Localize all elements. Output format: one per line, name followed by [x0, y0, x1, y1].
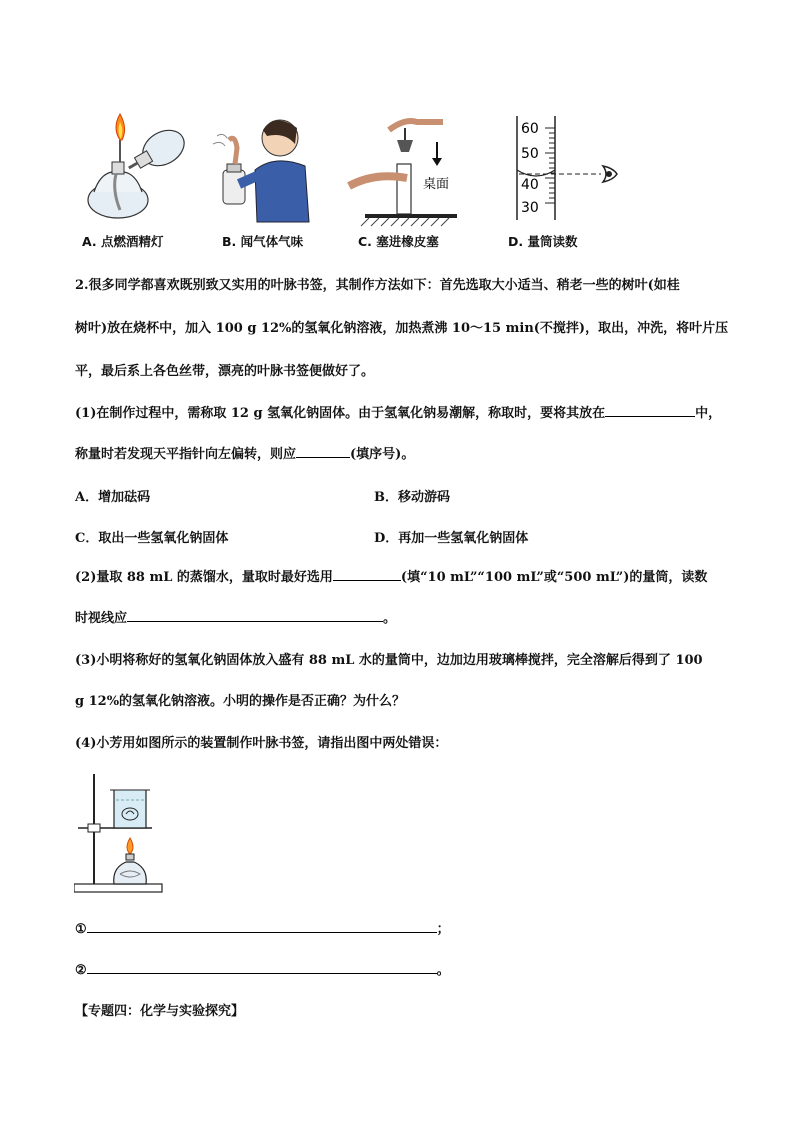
answer-1-end: ； — [436, 922, 450, 937]
answer-blank-sightline[interactable] — [127, 609, 383, 622]
q2-stem-line-2: 树叶)放在烧杯中，加入 100 g 12%的氢氧化钠溶液，加热煮沸 10～15 min(不搅拌)，取出，冲洗，将叶片压 — [75, 321, 729, 336]
answer-1-number: ① — [75, 922, 87, 937]
q2-part4-text: (4)小芳用如图所示的装置制作叶脉书签，请指出图中两处错误： — [75, 736, 448, 751]
figure-d-caption: D. 量筒读数 — [508, 234, 578, 249]
option-a: A．增加砝码 — [75, 490, 151, 505]
q2-part2-b-text: 时视线应 — [75, 611, 128, 626]
q2-part1-end: 中， — [695, 406, 722, 421]
section-title: 【专题四：化学与实验探究】 — [75, 1004, 245, 1019]
q2-part3-line1: (3)小明将称好的氢氧化钠固体放入盛有 88 mL 水的量筒中，边加边用玻璃棒搅拌，完全溶解后得到了 100 — [75, 653, 703, 668]
answer-blank-2[interactable] — [87, 961, 437, 974]
tick-30: 30 — [521, 200, 539, 216]
tick-40: 40 — [521, 177, 539, 193]
figure-c-caption: C. 塞进橡皮塞 — [358, 234, 439, 249]
figure-c-inserting-stopper — [345, 108, 465, 228]
q2-part1-line1 — [75, 404, 725, 423]
q2-part2-line1 — [75, 568, 725, 587]
figure-d-cylinder-reading — [505, 112, 625, 224]
q2-part1-b-text: 称量时若发现天平指针向左偏转，则应 — [75, 447, 297, 462]
q2-stem-line-3: 平，最后系上各色丝带，漂亮的叶脉书签便做好了。 — [75, 364, 375, 379]
q2-part3-line2: g 12%的氢氧化钠溶液。小明的操作是否正确？为什么？ — [75, 694, 406, 709]
q2-part1-b-end: (填序号)。 — [350, 447, 415, 462]
q2-part2-b-end: 。 — [383, 611, 397, 626]
option-d: D．再加一些氢氧化钠固体 — [374, 531, 529, 546]
answer-blank-option[interactable] — [296, 445, 350, 458]
answer-2-number: ② — [75, 963, 87, 978]
figure-b-smelling-gas — [205, 110, 320, 230]
q2-part2-line2 — [75, 609, 725, 628]
answer-blank-cylinder[interactable] — [333, 568, 401, 581]
figure-a-caption: A. 点燃酒精灯 — [82, 234, 164, 249]
q2-part2-text: (2)量取 88 mL 的蒸馏水，量取时最好选用 — [75, 570, 333, 585]
q2-part1-line2 — [75, 445, 725, 464]
option-c: C．取出一些氢氧化钠固体 — [75, 531, 229, 546]
tick-50: 50 — [521, 146, 539, 162]
answer-line-1 — [75, 920, 725, 939]
tick-60: 60 — [521, 121, 539, 137]
option-b: B．移动游码 — [374, 490, 450, 505]
figure-b-caption: B. 闻气体气味 — [222, 234, 304, 249]
desk-label: 桌面 — [423, 177, 450, 192]
figure-heating-apparatus — [74, 770, 169, 895]
figure-a-lighting-lamp — [80, 110, 190, 225]
q2-part2-end: (填“10 mL”“100 mL”或“500 mL”)的量筒，读数 — [400, 570, 708, 585]
answer-line-2 — [75, 961, 725, 980]
answer-2-end: 。 — [436, 963, 450, 978]
answer-blank-container[interactable] — [605, 404, 695, 417]
answer-blank-1[interactable] — [87, 920, 437, 933]
q2-part1-text: (1)在制作过程中，需称取 12 g 氢氧化钠固体。由于氢氧化钠易潮解，称取时，要将其放在 — [75, 406, 606, 421]
q2-stem-line-1: 2.很多同学都喜欢既别致又实用的叶脉书签，其制作方法如下：首先选取大小适当、稍老一些的树叶(如桂 — [75, 278, 680, 293]
